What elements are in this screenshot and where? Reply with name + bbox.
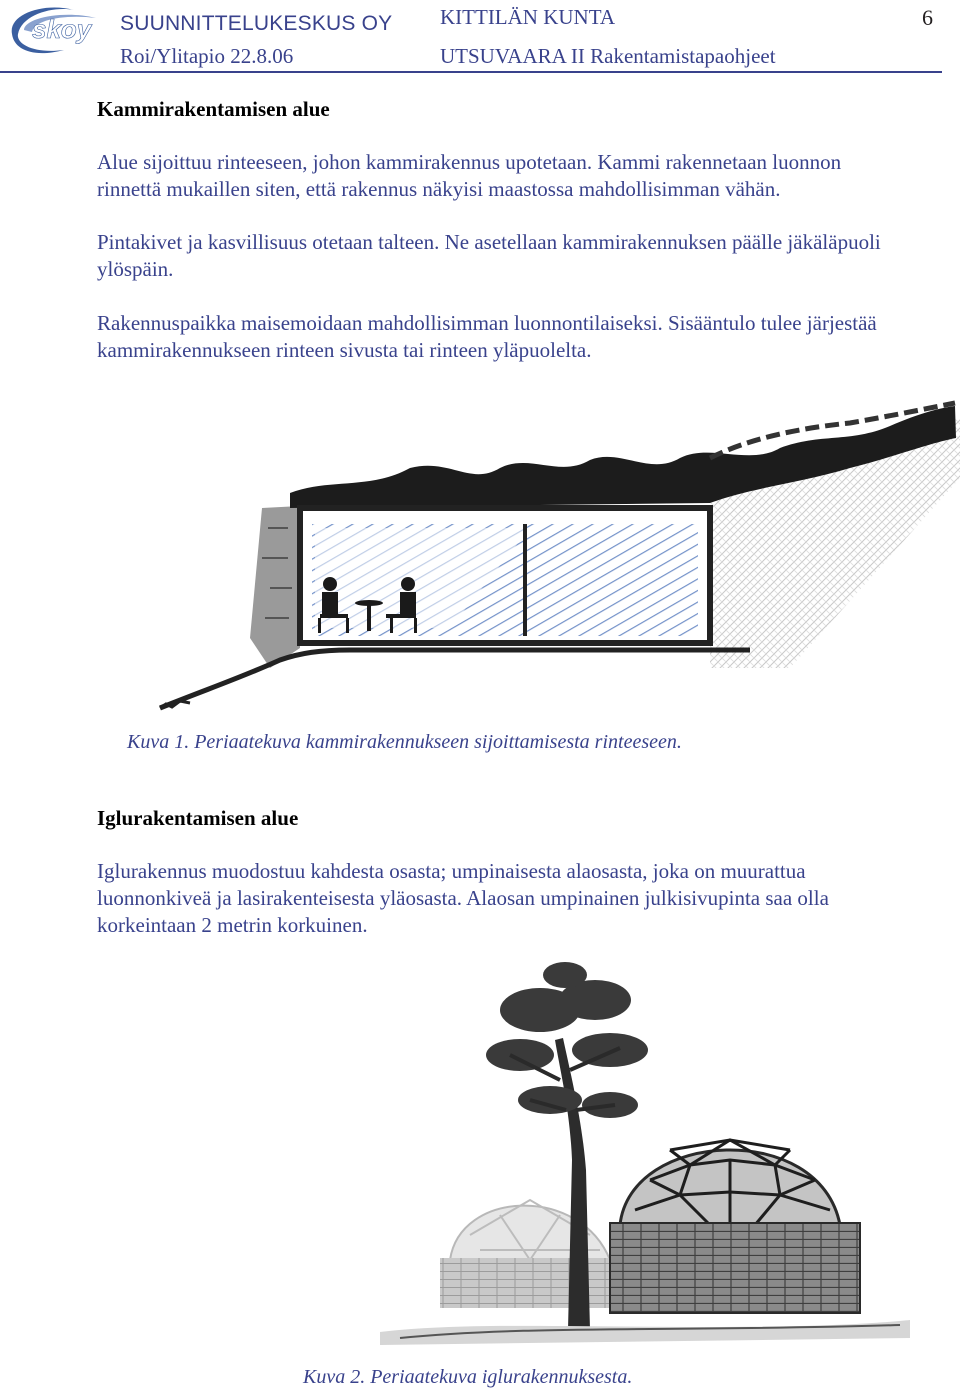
kammi-illustration [150, 398, 960, 718]
company-name: SUUNNITTELUKESKUS OY [120, 12, 393, 35]
logo-text: skoy [32, 14, 92, 44]
paragraph: Alue sijoittuu rinteeseen, johon kammirakennus upotetaan. Kammi rakennetaan luonnon rinnettä mukaillen siten, että rakennus näkyisi maastossa mahdollisimman vähän. [97, 150, 842, 201]
header-divider [0, 71, 942, 73]
figure-caption: Kuva 2. Periaatekuva iglurakennuksesta. [303, 1366, 633, 1388]
section-heading-kammi: Kammirakentamisen alue [97, 97, 330, 121]
municipality: KITTILÄN KUNTA [440, 5, 616, 29]
figure-caption: Kuva 1. Periaatekuva kammirakennukseen sijoittamisesta rinteeseen. [127, 731, 682, 753]
project-title: UTSUVAARA II Rakentamistapaohjeet [440, 44, 776, 68]
section-heading-iglu: Iglurakentamisen alue [97, 806, 299, 830]
paragraph: Rakennuspaikka maisemoidaan mahdollisimman luonnontilaiseksi. Sisääntulo tulee järjestää kammirakennukseen rinteen sivusta tai rinteen yläpuolelta. [97, 311, 877, 362]
paragraph: Pintakivet ja kasvillisuus otetaan talteen. Ne asetellaan kammirakennuksen päälle jäkäläpuoli ylöspäin. [97, 230, 881, 281]
author-date: Roi/Ylitapio 22.8.06 [120, 44, 294, 68]
iglu-illustration [380, 960, 920, 1360]
page-number: 6 [922, 5, 933, 30]
paragraph: Iglurakennus muodostuu kahdesta osasta; umpinaisesta alaosasta, joka on muurattua luonnonkiveä ja lasirakenteisesta yläosasta. Alaosan umpinainen julkisivupinta saa olla korkeintaan 2 metrin korkuinen. [97, 859, 829, 937]
company-logo [4, 4, 104, 56]
